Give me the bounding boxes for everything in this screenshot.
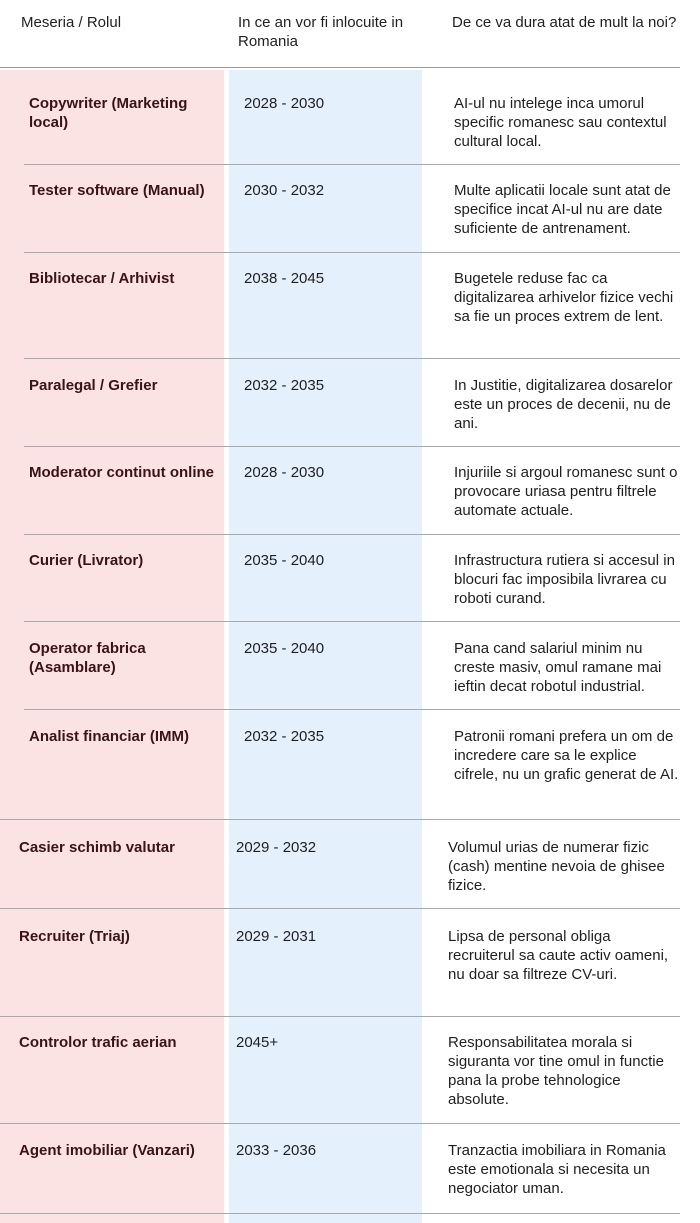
row-divider [24,252,680,253]
row-divider [0,908,680,909]
row-divider [24,446,680,447]
job-cell: Analist financiar (IMM) [29,728,190,745]
reason-cell: Pana cand salariul minim nu creste masiv, omul ramane mai ieftin decat robotul industrial. [454,640,662,695]
year-cell: 2030 - 2032 [244,182,325,199]
job-cell: Copywriter (Marketing local) [29,95,188,131]
job-cell: Recruiter (Triaj) [19,928,130,945]
header-job: Meseria / Rolul [21,14,122,31]
row-divider [24,534,680,535]
job-cell: Casier schimb valutar [19,839,175,856]
header-divider [0,67,680,68]
job-cell: Bibliotecar / Arhivist [29,270,175,287]
row-divider [0,1016,680,1017]
job-cell: Moderator continut online [29,464,214,481]
year-cell: 2032 - 2035 [244,377,325,394]
year-cell: 2029 - 2032 [236,839,317,856]
year-cell: 2032 - 2035 [244,728,325,745]
header-reason: De ce va dura atat de mult la noi? [452,14,677,31]
year-cell: 2035 - 2040 [244,640,325,657]
row-divider [24,164,680,165]
job-cell: Operator fabrica (Asamblare) [29,640,146,676]
year-cell: 2033 - 2036 [236,1142,317,1159]
reason-cell: Tranzactia imobiliara in Romania este emotionala si necesita un negociator uman. [448,1142,666,1197]
row-divider [24,358,680,359]
year-cell: 2029 - 2031 [236,928,317,945]
reason-cell: Responsabilitatea morala si siguranta vor tine omul in functie pana la probe tehnologice absolute. [448,1034,664,1108]
year-cell: 2038 - 2045 [244,270,325,287]
reason-cell: Volumul urias de numerar fizic (cash) mentine nevoia de ghisee fizice. [448,839,665,894]
header-year: In ce an vor fi inlocuite in Romania [238,14,404,50]
table-header [0,0,700,68]
job-cell: Paralegal / Grefier [29,377,158,394]
row-divider [0,819,680,820]
year-cell: 2045+ [236,1034,279,1051]
reason-cell: Bugetele reduse fac ca digitalizarea arhivelor fizice vechi sa fie un proces extrem de lent. [454,270,674,325]
year-cell: 2035 - 2040 [244,552,325,569]
job-cell: Curier (Livrator) [29,552,144,569]
row-divider [0,1123,680,1124]
reason-cell: Injuriile si argoul romanesc sunt o provocare uriasa pentru filtrele automate actuale. [454,464,678,519]
job-cell: Controlor trafic aerian [19,1034,177,1051]
reason-cell: Patronii romani prefera un om de incredere care sa le explice cifrele, nu un grafic generat de AI. [454,728,679,783]
reason-cell: AI-ul nu intelege inca umorul specific romanesc sau contextul cultural local. [454,95,667,150]
job-cell: Agent imobiliar (Vanzari) [19,1142,195,1159]
reason-cell: Multe aplicatii locale sunt atat de specifice incat AI-ul nu are date suficiente de antrenament. [454,182,671,237]
row-divider [24,709,680,710]
row-divider [24,621,680,622]
reason-cell: In Justitie, digitalizarea dosarelor este un proces de decenii, nu de ani. [454,377,673,432]
job-cell: Tester software (Manual) [29,182,205,199]
reason-cell: Infrastructura rutiera si accesul in blocuri fac imposibila livrarea cu roboti curand. [454,552,675,607]
reason-cell: Lipsa de personal obliga recruiterul sa caute activ oameni, nu doar sa filtreze CV-uri. [448,928,669,983]
row-divider [0,1213,680,1214]
year-cell: 2028 - 2030 [244,95,325,112]
year-cell: 2028 - 2030 [244,464,325,481]
